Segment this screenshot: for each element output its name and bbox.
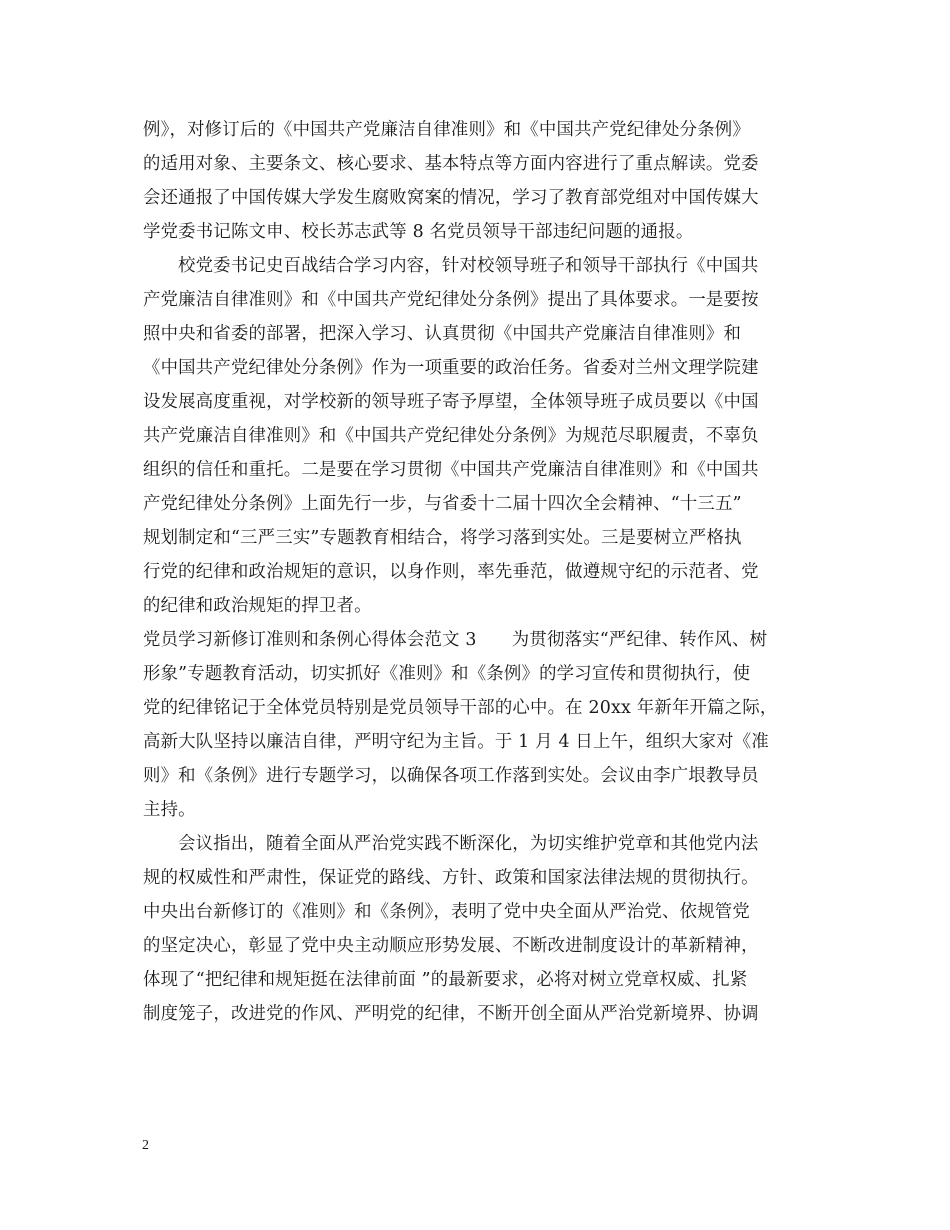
text-line: 组织的信任和重托。二是要在学习贯彻《中国共产党廉洁自律准则》和《中国共 xyxy=(143,460,759,480)
text-line: 会还通报了中国传媒大学发生腐败窝案的情况，学习了教育部党组对中国传媒大 xyxy=(143,188,759,208)
text-line: 会议指出，随着全面从严治党实践不断深化，为切实维护党章和其他党内法 xyxy=(178,834,759,854)
text-line: 的适用对象、主要条文、核心要求、基本特点等方面内容进行了重点解读。党委 xyxy=(143,154,759,174)
text-line: 学党委书记陈文申、校长苏志武等 8 名党员领导干部违纪问题的通报。 xyxy=(143,222,694,242)
text-line: 共产党廉洁自律准则》和《中国共产党纪律处分条例》为规范尽职履责，不辜负 xyxy=(143,426,759,446)
text-line: 中央出台新修订的《准则》和《条例》，表明了党中央全面从严治党、依规管党 xyxy=(143,902,750,922)
text-line: 《中国共产党纪律处分条例》作为一项重要的政治任务。省委对兰州文理学院建 xyxy=(143,358,759,378)
text-line: 规划制定和“三严三实”专题教育相结合，将学习落到实处。三是要树立严格执 xyxy=(143,528,742,548)
text-line: 产党廉洁自律准则》和《中国共产党纪律处分条例》提出了具体要求。一是要按 xyxy=(143,290,759,310)
text-line: 党的纪律铭记于全体党员特别是党员领导干部的心中。在 20xx 年新年开篇之际， xyxy=(143,698,778,718)
text-line: 则》和《条例》进行专题学习，以确保各项工作落到实处。会议由李广垠教导员 xyxy=(143,766,759,786)
text-line: 设发展高度重视，对学校新的领导班子寄予厚望，全体领导班子成员要以《中国 xyxy=(143,392,759,412)
text-line: 体现了“把纪律和规矩挺在法律前面 ”的最新要求，必将对树立党章权威、扎紧 xyxy=(143,970,748,990)
text-line: 制度笼子，改进党的作风、严明党的纪律，不断开创全面从严治党新境界、协调 xyxy=(143,1004,759,1024)
text-line: 的坚定决心，彰显了党中央主动顺应形势发展、不断改进制度设计的革新精神， xyxy=(143,936,759,956)
text-line: 主持。 xyxy=(143,800,196,820)
text-line: 照中央和省委的部署，把深入学习、认真贯彻《中国共产党廉洁自律准则》和 xyxy=(143,324,742,344)
text-line: 产党纪律处分条例》上面先行一步，与省委十二届十四次全会精神、“十三五” xyxy=(143,494,742,514)
text-line: 行党的纪律和政治规矩的意识，以身作则，率先垂范，做遵规守纪的示范者、党 xyxy=(143,562,759,582)
text-line: 高新大队坚持以廉洁自律，严明守纪为主旨。于 1 月 4 日上午，组织大家对《准 xyxy=(143,732,769,752)
text-line: 的纪律和政治规矩的捍卫者。 xyxy=(143,596,372,616)
text-line: 党员学习新修订准则和条例心得体会范文 3 为贯彻落实“严纪律、转作风、树 xyxy=(143,630,768,650)
text-line: 形象”专题教育活动，切实抓好《准则》和《条例》的学习宣传和贯彻执行，使 xyxy=(143,664,751,684)
page-number: 2 xyxy=(142,1138,149,1153)
text-line: 校党委书记史百战结合学习内容，针对校领导班子和领导干部执行《中国共 xyxy=(178,256,759,276)
text-line: 规的权威性和严肃性，保证党的路线、方针、政策和国家法律法规的贯彻执行。 xyxy=(143,868,759,888)
text-line: 例》，对修订后的《中国共产党廉洁自律准则》和《中国共产党纪律处分条例》 xyxy=(143,120,750,140)
body-text xyxy=(143,113,813,1031)
